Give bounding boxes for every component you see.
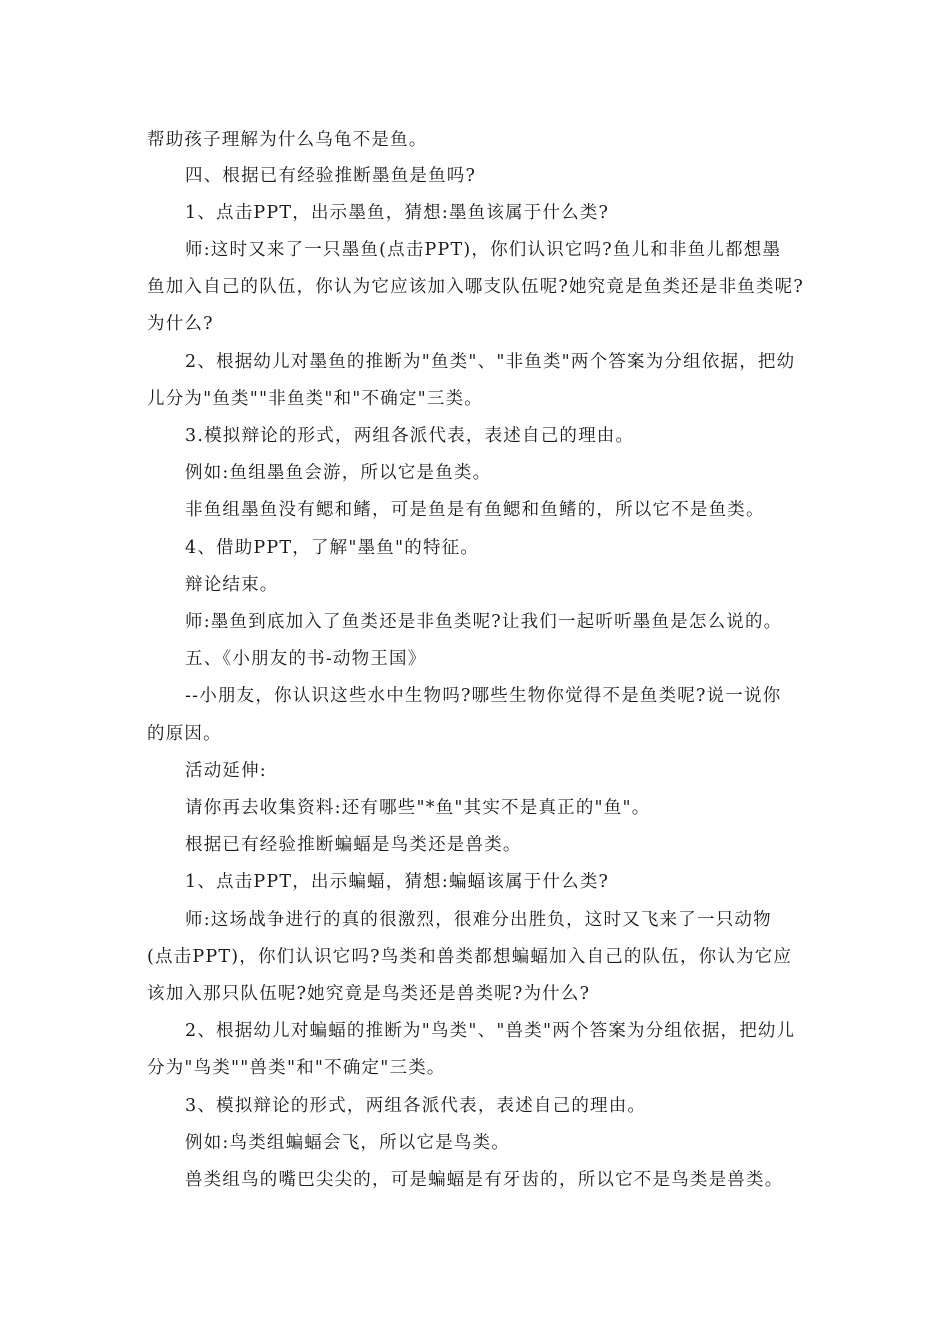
section-heading: 五、《小朋友的书-动物王国》 xyxy=(185,649,427,669)
text-line: 鱼加入自己的队伍，你认为它应该加入哪支队伍呢?她究竟是鱼类还是非鱼类呢? xyxy=(147,277,804,297)
text-line: 根据已有经验推断蝙蝠是鸟类还是兽类。 xyxy=(185,835,522,855)
text-line: 例如:鱼组墨鱼会游，所以它是鱼类。 xyxy=(185,463,492,483)
text-line: 该加入那只队伍呢?她究竟是鸟类还是兽类呢?为什么? xyxy=(147,984,591,1004)
text-line: 4、借助PPT，了解"墨鱼"的特征。 xyxy=(185,538,480,558)
text-line: 帮助孩子理解为什么乌龟不是鱼。 xyxy=(147,130,428,150)
text-line: 请你再去收集资料:还有哪些"*鱼"其实不是真正的"鱼"。 xyxy=(185,798,651,818)
text-line: 3、模拟辩论的形式，两组各派代表，表述自己的理由。 xyxy=(185,1096,647,1116)
text-line: 师:墨鱼到底加入了鱼类还是非鱼类呢?让我们一起听听墨鱼是怎么说的。 xyxy=(185,612,783,632)
text-line: (点击PPT)，你们认识它吗?鸟类和兽类都想蝙蝠加入自己的队伍，你认为它应 xyxy=(147,947,793,967)
text-line: 师:这场战争进行的真的很激烈，很难分出胜负，这时又飞来了一只动物 xyxy=(185,910,772,930)
text-line: 辩论结束。 xyxy=(185,575,279,595)
text-line: 师:这时又来了一只墨鱼(点击PPT)，你们认识它吗?鱼儿和非鱼儿都想墨 xyxy=(185,240,782,260)
text-line: 非鱼组墨鱼没有鳃和鳍，可是鱼是有鱼鳃和鱼鳍的，所以它不是鱼类。 xyxy=(185,500,765,520)
text-line: --小朋友，你认识这些水中生物吗?哪些生物你觉得不是鱼类呢?说一说你 xyxy=(185,686,782,706)
text-line: 为什么? xyxy=(147,314,214,334)
text-line: 3.模拟辩论的形式，两组各派代表，表述自己的理由。 xyxy=(185,426,635,446)
text-line: 2、根据幼儿对墨鱼的推断为"鱼类"、"非鱼类"两个答案为分组依据，把幼 xyxy=(185,352,796,372)
section-heading: 四、根据已有经验推断墨鱼是鱼吗? xyxy=(185,166,477,186)
text-line: 1、点击PPT，出示蝙蝠，猜想:蝙蝠该属于什么类? xyxy=(185,872,610,892)
text-line: 例如:鸟类组蝙蝠会飞，所以它是鸟类。 xyxy=(185,1133,510,1153)
text-line: 分为"鸟类""兽类"和"不确定"三类。 xyxy=(147,1058,446,1078)
text-line: 2、根据幼儿对蝙蝠的推断为"鸟类"、"兽类"两个答案为分组依据，把幼儿 xyxy=(185,1021,796,1041)
text-line: 兽类组鸟的嘴巴尖尖的，可是蝙蝠是有牙齿的，所以它不是鸟类是兽类。 xyxy=(185,1170,784,1190)
section-heading: 活动延伸: xyxy=(185,761,267,781)
text-line: 1、点击PPT，出示墨鱼，猜想:墨鱼该属于什么类? xyxy=(185,203,610,223)
text-line: 儿分为"鱼类""非鱼类"和"不确定"三类。 xyxy=(147,389,483,409)
text-line: 的原因。 xyxy=(147,724,222,744)
